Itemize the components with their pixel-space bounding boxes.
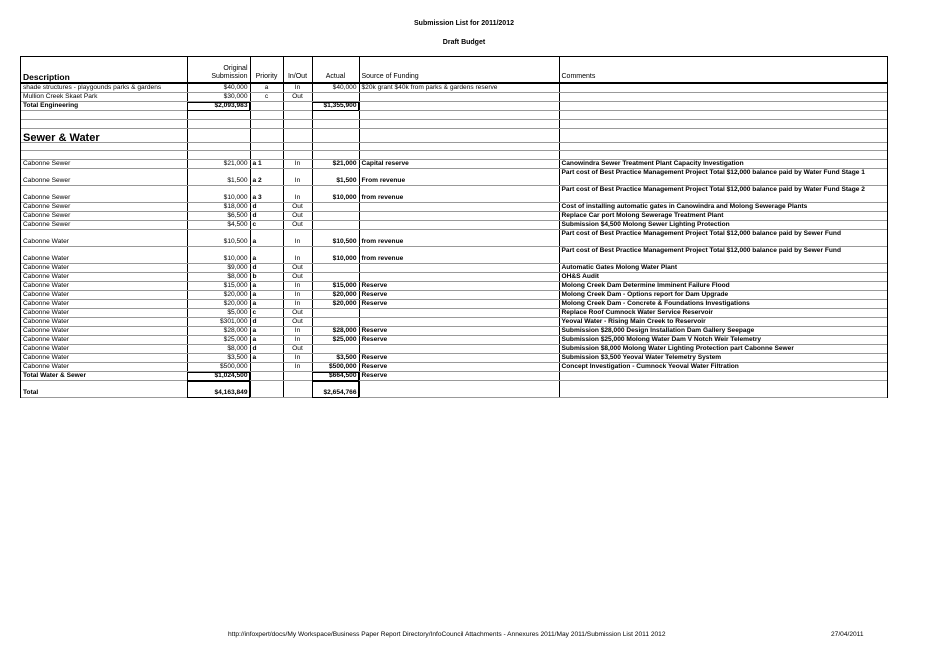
cell-comments: Submission $8,000 Molong Water Lighting Protection part Cabonne Sewer — [559, 345, 887, 354]
cell-empty — [21, 111, 187, 120]
cell-inout: In — [283, 83, 312, 93]
cell-inout: In — [283, 291, 312, 300]
cell-original: $8,000 — [187, 345, 250, 354]
cell-source — [359, 264, 559, 273]
cell-empty — [359, 128, 559, 142]
total-row-water — [21, 372, 887, 381]
cell-empty — [283, 128, 312, 142]
col-header-source: Source of Funding — [359, 57, 559, 83]
cell-actual — [312, 273, 359, 282]
cell-original: $18,000 — [187, 203, 250, 212]
cell-source: From revenue — [359, 169, 559, 186]
cell-original: $20,000 — [187, 291, 250, 300]
table-row — [21, 221, 887, 230]
cell-empty — [559, 151, 887, 160]
col-header-priority: Priority — [250, 57, 283, 83]
cell-actual: $3,500 — [312, 354, 359, 363]
cell-comments: Molong Creek Dam - Options report for Dam Upgrade — [559, 291, 887, 300]
cell-comments: Part cost of Best Practice Management Project Total $12,000 balance paid by Sewer Fund — [559, 247, 887, 264]
section-title-row — [21, 128, 887, 142]
cell-description: Cabonne Water — [21, 318, 187, 327]
cell-source: Capital reserve — [359, 160, 559, 169]
cell-empty — [559, 372, 887, 381]
cell-description: Cabonne Water — [21, 247, 187, 264]
cell-source — [359, 345, 559, 354]
cell-actual — [312, 318, 359, 327]
table-row — [21, 282, 887, 291]
cell-description: Cabonne Water — [21, 327, 187, 336]
cell-empty — [250, 151, 283, 160]
cell-inout: Out — [283, 318, 312, 327]
cell-empty — [559, 128, 887, 142]
cell-original: $500,000 — [187, 363, 250, 372]
cell-empty — [559, 119, 887, 128]
cell-empty — [559, 142, 887, 151]
total-label: Total Engineering — [21, 102, 187, 111]
total-original: $2,093,983 — [187, 102, 250, 111]
cell-empty — [250, 111, 283, 120]
cell-inout: Out — [283, 264, 312, 273]
cell-empty — [250, 142, 283, 151]
footer-date: 27/04/2011 — [831, 631, 864, 638]
cell-priority: a 1 — [250, 160, 283, 169]
table-row — [21, 327, 887, 336]
grand-total-actual: $2,654,766 — [312, 381, 359, 398]
table-row — [21, 83, 887, 93]
cell-actual: $10,000 — [312, 186, 359, 203]
cell-original: $6,500 — [187, 212, 250, 221]
section-title: Sewer & Water — [21, 128, 187, 142]
table-body — [21, 83, 887, 398]
page-title: Submission List for 2011/2012 — [414, 20, 514, 27]
table-row — [21, 273, 887, 282]
cell-comments: Automatic Gates Molong Water Plant — [559, 264, 887, 273]
grand-total-row — [21, 381, 887, 398]
cell-empty — [283, 381, 312, 398]
cell-empty — [283, 119, 312, 128]
cell-empty — [187, 142, 250, 151]
cell-source — [359, 203, 559, 212]
cell-original: $21,000 — [187, 160, 250, 169]
cell-actual: $20,000 — [312, 291, 359, 300]
cell-source: from revenue — [359, 230, 559, 247]
cell-inout: Out — [283, 345, 312, 354]
cell-source: Reserve — [359, 282, 559, 291]
cell-source: Reserve — [359, 363, 559, 372]
cell-actual: $1,500 — [312, 169, 359, 186]
cell-empty — [21, 142, 187, 151]
cell-original: $28,000 — [187, 327, 250, 336]
table-row — [21, 160, 887, 169]
table-row — [21, 291, 887, 300]
cell-empty — [250, 128, 283, 142]
cell-source: Reserve — [359, 354, 559, 363]
cell-comments: Molong Creek Dam Determine Imminent Failure Flood — [559, 282, 887, 291]
cell-actual: $20,000 — [312, 300, 359, 309]
cell-priority: a — [250, 354, 283, 363]
cell-empty — [359, 142, 559, 151]
cell-empty — [21, 151, 187, 160]
cell-original: $10,000 — [187, 186, 250, 203]
cell-description: Cabonne Water — [21, 345, 187, 354]
blank-row — [21, 151, 887, 160]
cell-source — [359, 273, 559, 282]
cell-description: Cabonne Water — [21, 336, 187, 345]
cell-source: from revenue — [359, 186, 559, 203]
cell-empty — [559, 111, 887, 120]
cell-description: Cabonne Water — [21, 264, 187, 273]
cell-original: $5,000 — [187, 309, 250, 318]
cell-priority: d — [250, 264, 283, 273]
cell-actual: $10,000 — [312, 247, 359, 264]
cell-priority: a 2 — [250, 169, 283, 186]
cell-empty — [250, 381, 283, 398]
cell-source: Reserve — [359, 291, 559, 300]
col-header-actual: Actual — [312, 57, 359, 83]
cell-description: Cabonne Water — [21, 282, 187, 291]
cell-empty — [312, 119, 359, 128]
cell-source — [359, 309, 559, 318]
table-row — [21, 203, 887, 212]
cell-actual: $40,000 — [312, 83, 359, 93]
cell-original: $10,000 — [187, 247, 250, 264]
cell-actual — [312, 264, 359, 273]
cell-description: Cabonne Water — [21, 363, 187, 372]
total-source: Reserve — [359, 372, 559, 381]
cell-original: $40,000 — [187, 83, 250, 93]
cell-description: Cabonne Sewer — [21, 160, 187, 169]
cell-inout: Out — [283, 273, 312, 282]
cell-priority: a — [250, 282, 283, 291]
cell-source — [359, 221, 559, 230]
cell-inout: In — [283, 160, 312, 169]
cell-priority: c — [250, 309, 283, 318]
table-row — [21, 354, 887, 363]
cell-description: Cabonne Water — [21, 291, 187, 300]
cell-priority: d — [250, 318, 283, 327]
cell-empty — [187, 128, 250, 142]
cell-empty — [359, 111, 559, 120]
cell-inout: Out — [283, 212, 312, 221]
cell-empty — [283, 142, 312, 151]
cell-comments: Cost of installing automatic gates in Canowindra and Molong Sewerage Plants — [559, 203, 887, 212]
cell-description: Cabonne Sewer — [21, 169, 187, 186]
table-row — [21, 264, 887, 273]
cell-comments: Submission $3,500 Yeoval Water Telemetry System — [559, 354, 887, 363]
cell-priority: a — [250, 291, 283, 300]
cell-empty — [312, 128, 359, 142]
cell-source — [359, 318, 559, 327]
cell-empty — [359, 151, 559, 160]
cell-comments — [559, 83, 887, 93]
cell-actual: $15,000 — [312, 282, 359, 291]
cell-source: Reserve — [359, 300, 559, 309]
cell-inout: In — [283, 354, 312, 363]
cell-description: Mullion Creek Skaet Park — [21, 93, 187, 102]
cell-comments: Concept Investigation - Cumnock Yeoval Water Filtration — [559, 363, 887, 372]
cell-priority: c — [250, 93, 283, 102]
cell-description: Cabonne Sewer — [21, 203, 187, 212]
cell-comments: Yeoval Water - Rising Main Creek to Reservoir — [559, 318, 887, 327]
cell-source: from revenue — [359, 247, 559, 264]
table-row — [21, 336, 887, 345]
cell-empty — [250, 119, 283, 128]
cell-comments: Submission $28,000 Design Installation Dam Gallery Seepage — [559, 327, 887, 336]
cell-description: Cabonne Water — [21, 354, 187, 363]
cell-inout: In — [283, 247, 312, 264]
cell-inout: In — [283, 327, 312, 336]
cell-actual: $500,000 — [312, 363, 359, 372]
cell-original: $25,000 — [187, 336, 250, 345]
cell-priority: a — [250, 83, 283, 93]
cell-inout: Out — [283, 309, 312, 318]
cell-inout: Out — [283, 93, 312, 102]
cell-actual — [312, 93, 359, 102]
cell-original: $3,500 — [187, 354, 250, 363]
cell-empty — [283, 102, 312, 111]
page-subtitle: Draft Budget — [442, 39, 486, 46]
cell-empty — [187, 151, 250, 160]
cell-description: Cabonne Sewer — [21, 212, 187, 221]
cell-priority: a — [250, 230, 283, 247]
col-header-description: Description — [21, 57, 187, 83]
cell-empty — [250, 372, 283, 381]
cell-empty — [283, 372, 312, 381]
cell-empty — [359, 102, 559, 111]
cell-description: Cabonne Sewer — [21, 221, 187, 230]
table-row — [21, 212, 887, 221]
table-row — [21, 300, 887, 309]
cell-description: Cabonne Water — [21, 273, 187, 282]
cell-original: $9,000 — [187, 264, 250, 273]
cell-actual: $10,500 — [312, 230, 359, 247]
cell-empty — [187, 111, 250, 120]
cell-empty — [283, 111, 312, 120]
cell-actual — [312, 309, 359, 318]
cell-priority — [250, 363, 283, 372]
total-actual: $1,355,900 — [312, 102, 359, 111]
budget-table — [20, 56, 888, 398]
header-row — [21, 57, 887, 83]
table-row — [21, 247, 887, 264]
cell-comments: Replace Roof Cumnock Water Service Reservoir — [559, 309, 887, 318]
cell-priority: d — [250, 212, 283, 221]
cell-empty — [187, 119, 250, 128]
cell-comments: Part cost of Best Practice Management Project Total $12,000 balance paid by Sewer Fund — [559, 230, 887, 247]
total-original: $1,024,500 — [187, 372, 250, 381]
cell-empty — [21, 119, 187, 128]
cell-priority: a — [250, 327, 283, 336]
cell-original: $1,500 — [187, 169, 250, 186]
cell-comments: Replace Car port Molong Sewerage Treatment Plant — [559, 212, 887, 221]
cell-priority: b — [250, 273, 283, 282]
cell-actual — [312, 212, 359, 221]
cell-empty — [250, 102, 283, 111]
cell-original: $15,000 — [187, 282, 250, 291]
cell-inout: In — [283, 336, 312, 345]
cell-actual: $25,000 — [312, 336, 359, 345]
cell-actual: $21,000 — [312, 160, 359, 169]
table-row — [21, 345, 887, 354]
cell-comments: Submission $4,500 Molong Sewer Lighting Protection — [559, 221, 887, 230]
grand-total-original: $4,163,849 — [187, 381, 250, 398]
blank-row — [21, 142, 887, 151]
table-row — [21, 186, 887, 203]
table-row — [21, 93, 887, 102]
cell-original: $301,000 — [187, 318, 250, 327]
cell-priority: a — [250, 300, 283, 309]
cell-description: Cabonne Water — [21, 309, 187, 318]
cell-priority: a — [250, 336, 283, 345]
table-row — [21, 318, 887, 327]
cell-empty — [312, 151, 359, 160]
col-header-inout: In/Out — [283, 57, 312, 83]
table-row — [21, 169, 887, 186]
total-label: Total Water & Sewer — [21, 372, 187, 381]
cell-comments: Molong Creek Dam - Concrete & Foundations Investigations — [559, 300, 887, 309]
blank-row — [21, 119, 887, 128]
cell-inout: In — [283, 169, 312, 186]
cell-original: $4,500 — [187, 221, 250, 230]
cell-empty — [559, 381, 887, 398]
cell-comments: Submission $25,000 Molong Water Dam V Notch Weir Telemetry — [559, 336, 887, 345]
cell-inout: Out — [283, 221, 312, 230]
cell-inout: In — [283, 230, 312, 247]
total-actual: $664,500 — [312, 372, 359, 381]
cell-empty — [312, 111, 359, 120]
cell-comments: OH&S Audit — [559, 273, 887, 282]
cell-source: Reserve — [359, 336, 559, 345]
cell-comments: Part cost of Best Practice Management Project Total $12,000 balance paid by Water Fund Stage 2 — [559, 186, 887, 203]
cell-comments — [559, 93, 887, 102]
cell-priority: d — [250, 345, 283, 354]
cell-actual — [312, 221, 359, 230]
cell-description: Cabonne Water — [21, 230, 187, 247]
table-row — [21, 363, 887, 372]
cell-empty — [312, 142, 359, 151]
cell-source: Reserve — [359, 327, 559, 336]
cell-description: shade structures - playgounds parks & gardens — [21, 83, 187, 93]
cell-inout: In — [283, 363, 312, 372]
cell-actual — [312, 203, 359, 212]
cell-empty — [359, 381, 559, 398]
col-header-comments: Comments — [559, 57, 887, 83]
cell-comments: Canowindra Sewer Treatment Plant Capacity Investigation — [559, 160, 887, 169]
table-row — [21, 230, 887, 247]
cell-original: $10,500 — [187, 230, 250, 247]
cell-priority: a — [250, 247, 283, 264]
cell-priority: a 3 — [250, 186, 283, 203]
cell-source — [359, 93, 559, 102]
cell-empty — [559, 102, 887, 111]
cell-source — [359, 212, 559, 221]
cell-original: $8,000 — [187, 273, 250, 282]
cell-inout: In — [283, 282, 312, 291]
table-row — [21, 309, 887, 318]
cell-actual — [312, 345, 359, 354]
footer-path: http://infoxpert/docs/My Workspace/Business Paper Report Directory/InfoCouncil Attachments - Annexures 2011/May 2011/Submission List 2011 2012 — [228, 631, 666, 638]
blank-row — [21, 111, 887, 120]
cell-source: $20k grant $40k from parks & gardens reserve — [359, 83, 559, 93]
cell-original: $30,000 — [187, 93, 250, 102]
cell-inout: Out — [283, 203, 312, 212]
cell-description: Cabonne Water — [21, 300, 187, 309]
cell-actual: $28,000 — [312, 327, 359, 336]
cell-inout: In — [283, 300, 312, 309]
cell-empty — [283, 151, 312, 160]
cell-priority: c — [250, 221, 283, 230]
cell-comments: Part cost of Best Practice Management Project Total $12,000 balance paid by Water Fund Stage 1 — [559, 169, 887, 186]
col-header-original: Original Submission — [187, 57, 250, 83]
grand-total-label: Total — [21, 381, 187, 398]
cell-description: Cabonne Sewer — [21, 186, 187, 203]
total-row-engineering — [21, 102, 887, 111]
cell-inout: In — [283, 186, 312, 203]
cell-original: $20,000 — [187, 300, 250, 309]
cell-empty — [359, 119, 559, 128]
cell-priority: d — [250, 203, 283, 212]
